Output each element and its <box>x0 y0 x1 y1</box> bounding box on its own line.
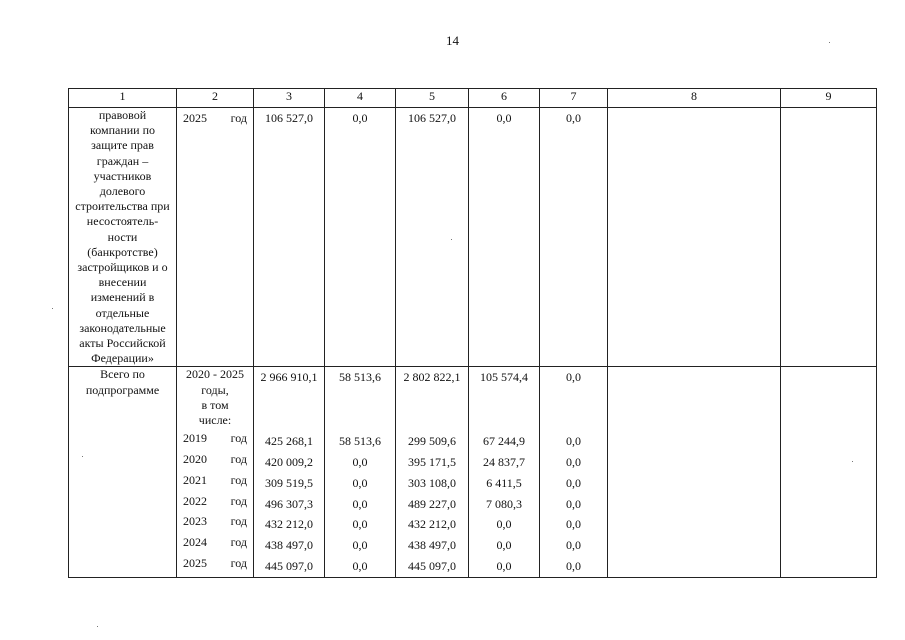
value-cell <box>608 367 781 577</box>
cell-value: 58 513,6 <box>339 434 381 449</box>
text-line: защите прав <box>91 138 154 153</box>
text-line: долевого <box>99 184 146 199</box>
cell-value: 0,0 <box>352 517 368 532</box>
cell-value: 0,0 <box>496 111 512 125</box>
cell-value: 106 527,0 <box>408 111 456 125</box>
year-unit: год <box>230 431 247 446</box>
year-value: 2025 <box>183 111 207 125</box>
value-cell <box>469 367 540 577</box>
cell-value <box>610 108 778 129</box>
column-header: 1 <box>69 89 177 108</box>
scan-speck <box>52 308 53 309</box>
cell-value: 0,0 <box>566 434 581 449</box>
cell-value: 0,0 <box>496 517 512 532</box>
cell-value: 0,0 <box>352 455 368 470</box>
value-cell <box>254 108 325 367</box>
text-line: подпрограмме <box>85 382 160 397</box>
header-row <box>69 89 877 108</box>
cell-value: 0,0 <box>566 111 581 125</box>
year-value: 2024 <box>183 535 207 550</box>
cell-value: 2 966 910,1 <box>260 370 318 385</box>
cell-value: 438 497,0 <box>265 538 313 553</box>
scan-speck <box>852 461 853 462</box>
column-header: 7 <box>540 89 608 108</box>
year-value: 2021 <box>183 472 207 487</box>
value-cell <box>469 108 540 367</box>
cell-value <box>783 108 874 129</box>
cell-value: 420 009,2 <box>265 455 313 470</box>
cell-value: 309 519,5 <box>265 475 313 490</box>
value-cell <box>325 367 396 577</box>
cell-value: 6 411,5 <box>486 475 522 490</box>
cell-value: 0,0 <box>566 496 581 511</box>
cell-value: 299 509,6 <box>408 434 456 449</box>
row-name-cell <box>69 108 177 367</box>
year-unit: год <box>230 111 247 125</box>
text-line: Федерации» <box>91 351 154 366</box>
budget-table <box>68 88 877 578</box>
cell-value: 7 080,3 <box>486 496 522 511</box>
cell-value: 0,0 <box>352 111 368 125</box>
text-line: внесении <box>98 275 147 290</box>
cell-value: 432 212,0 <box>408 517 456 532</box>
text-line: отдельные <box>95 305 150 320</box>
text-line: изменений в <box>90 290 155 305</box>
text-line: Всего по <box>100 367 145 382</box>
year-unit: год <box>230 472 247 487</box>
cell-value: 0,0 <box>496 559 512 574</box>
value-cell <box>608 108 781 367</box>
cell-value: 489 227,0 <box>408 496 456 511</box>
text-line: застройщиков и о <box>77 260 168 275</box>
column-header: 4 <box>325 89 396 108</box>
text-line: правовой <box>98 108 147 122</box>
column-header: 3 <box>254 89 325 108</box>
text-line: числе: <box>198 413 232 428</box>
table-row <box>69 108 877 367</box>
value-cell <box>540 367 608 577</box>
cell-value: 425 268,1 <box>265 434 313 449</box>
cell-value: 445 097,0 <box>408 559 456 574</box>
value-cell <box>254 367 325 577</box>
cell-value: 0,0 <box>352 559 368 574</box>
cell-value: 0,0 <box>352 496 368 511</box>
value-cell <box>540 108 608 367</box>
text-line: компании по <box>89 123 156 138</box>
year-unit: год <box>230 535 247 550</box>
text-line: строительства при <box>75 199 170 214</box>
scan-speck <box>451 239 452 240</box>
cell-value: 303 108,0 <box>408 475 456 490</box>
value-cell <box>781 367 877 577</box>
scan-speck <box>97 626 98 627</box>
cell-value: 0,0 <box>352 538 368 553</box>
column-header: 8 <box>608 89 781 108</box>
cell-value: 67 244,9 <box>483 434 525 449</box>
cell-value: 0,0 <box>352 475 368 490</box>
cell-value: 432 212,0 <box>265 517 313 532</box>
cell-value: 0,0 <box>566 455 581 470</box>
cell-value: 395 171,5 <box>408 455 456 470</box>
cell-value: 438 497,0 <box>408 538 456 553</box>
cell-value: 0,0 <box>566 538 581 553</box>
value-cell <box>396 108 469 367</box>
cell-value: 0,0 <box>566 517 581 532</box>
value-cell <box>325 108 396 367</box>
cell-value: 2 802 822,1 <box>403 370 461 385</box>
year-unit: год <box>230 493 247 508</box>
column-header: 2 <box>177 89 254 108</box>
year-value: 2020 <box>183 452 207 467</box>
text-line: граждан – <box>96 153 149 168</box>
year-value: 2025 <box>183 556 207 571</box>
table-row <box>69 367 877 577</box>
year-value: 2019 <box>183 431 207 446</box>
text-line: законодательные <box>79 320 166 335</box>
text-line: (банкротстве) <box>87 244 158 259</box>
page-number: 14 <box>446 33 459 48</box>
year-value: 2022 <box>183 493 207 508</box>
year-value: 2023 <box>183 514 207 529</box>
text-line: годы, <box>201 382 229 397</box>
period-cell <box>177 108 254 367</box>
year-unit: год <box>230 514 247 529</box>
cell-value: 0,0 <box>566 559 581 574</box>
cell-value: 496 307,3 <box>265 496 313 511</box>
value-cell <box>781 108 877 367</box>
scan-speck <box>82 456 83 457</box>
period-header <box>183 367 247 428</box>
cell-value: 106 527,0 <box>265 111 313 125</box>
cell-value: 105 574,4 <box>480 370 528 385</box>
cell-value: 0,0 <box>496 538 512 553</box>
cell-value: 0,0 <box>566 370 581 385</box>
value-cell <box>396 367 469 577</box>
period-cell <box>177 367 254 577</box>
cell-value: 24 837,7 <box>483 455 525 470</box>
row-name-cell <box>69 367 177 577</box>
column-header: 9 <box>781 89 877 108</box>
column-header: 5 <box>396 89 469 108</box>
scan-speck <box>829 42 830 43</box>
cell-value: 58 513,6 <box>339 370 381 385</box>
text-line: акты Российской <box>79 336 166 351</box>
text-line: ности <box>107 229 138 244</box>
year-unit: год <box>230 556 247 571</box>
text-line: несостоятель- <box>86 214 159 229</box>
cell-value: 0,0 <box>566 475 581 490</box>
cell-value: 445 097,0 <box>265 559 313 574</box>
text-line: участников <box>93 168 152 183</box>
year-unit: год <box>230 452 247 467</box>
column-header: 6 <box>469 89 540 108</box>
text-line: в том <box>201 397 229 412</box>
text-line: 2020 - 2025 <box>186 367 244 382</box>
